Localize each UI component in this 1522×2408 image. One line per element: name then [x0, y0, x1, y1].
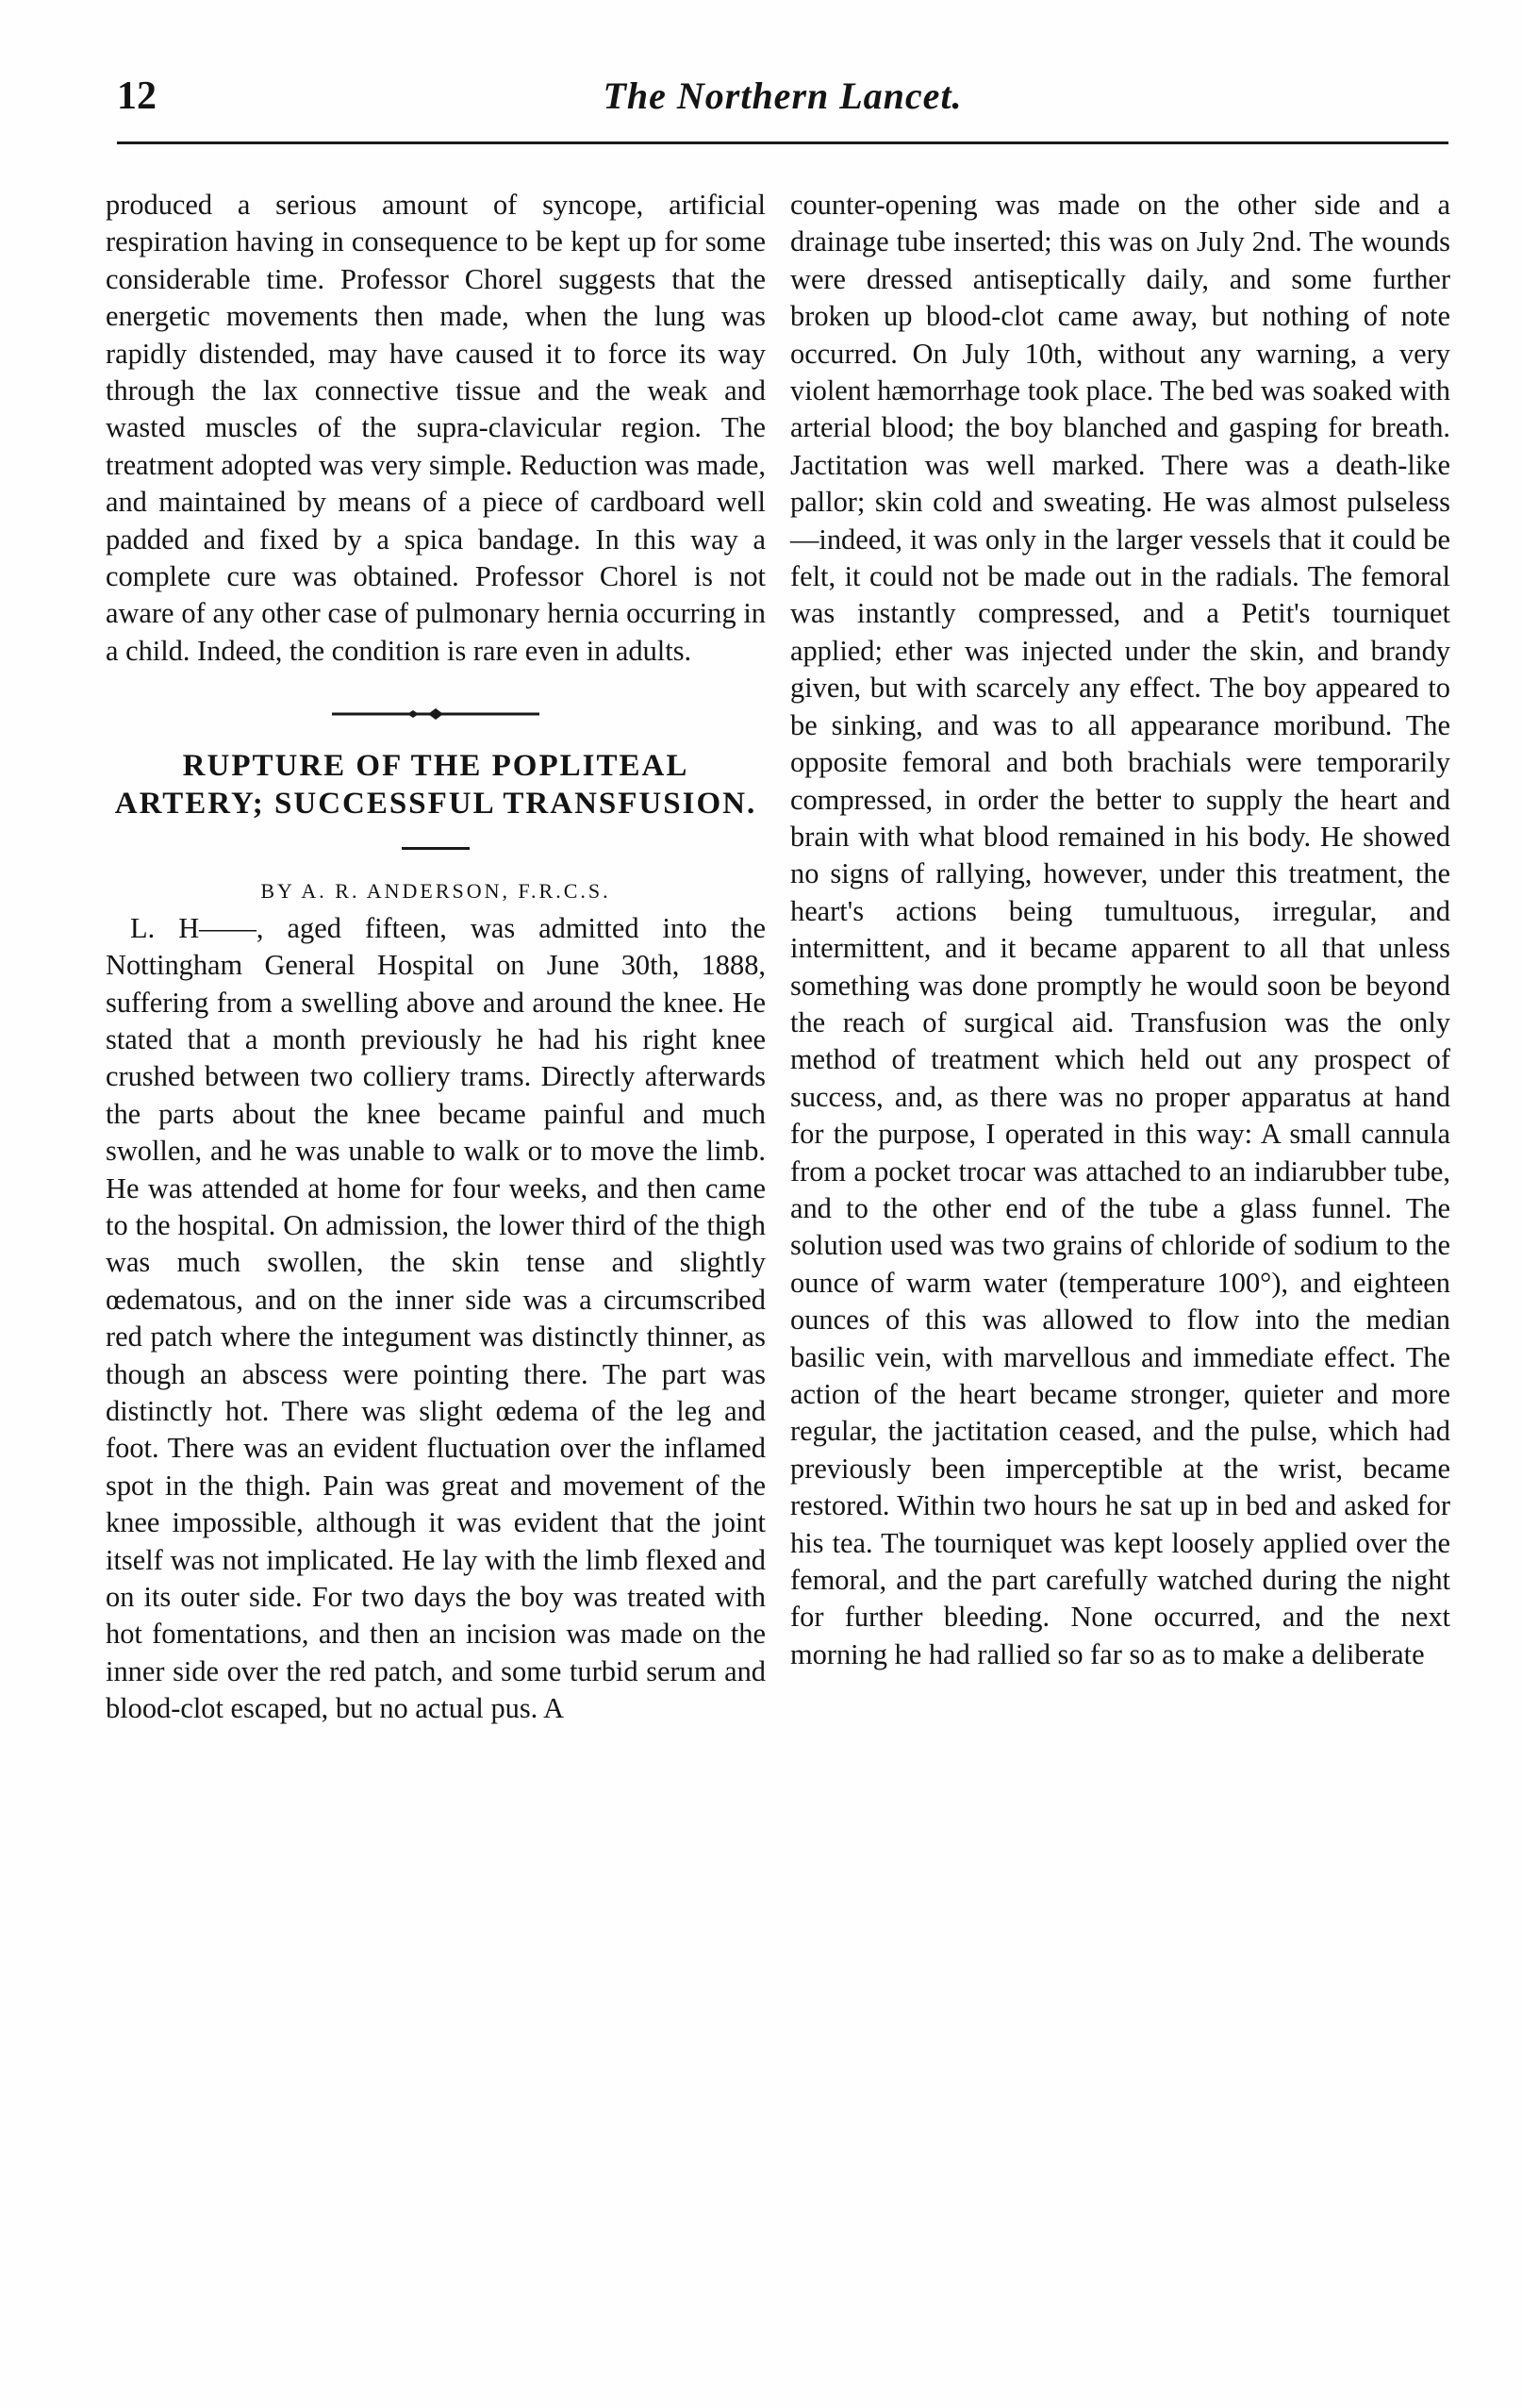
- section-divider-ornament: [332, 707, 539, 721]
- title-rule: [402, 847, 470, 850]
- article-body-right: counter-opening was made on the other side and a drainage tube inserted; this was on July 2nd. The wounds were dressed antiseptically daily, and some further broken up blood-clot came away, but nothing of note occurred. On July 10th, without any warning, a very violent hæmorrhage took place. The bed was soaked with arterial blood; the boy blanched and gasping for breath. Jactitation was well marked. There was a death-like pallor; skin cold and sweating. He was almost pulseless—indeed, it was only in the larger vessels that it could be felt, it could not be made out in the radials. The femoral was instantly compressed, and a Petit's tourniquet applied; ether was injected under the skin, and brandy given, but with scarcely any effect. The boy appeared to be sinking, and was to all appearance moribund. The opposite femoral and both brachials were temporarily compressed, in order the better to supply the heart and brain with what blood remained in his body. He showed no signs of rallying, however, under this treatment, the heart's actions being tumultuous, irregular, and intermittent, and it became apparent to all that unless something was done promptly he would soon be beyond the reach of surgical aid. Transfusion was the only method of treatment which held out any prospect of success, and, as there was no proper apparatus at hand for the purpose, I operated in this way: A small cannula from a pocket trocar was attached to an indiarubber tube, and to the other end of the tube a glass funnel. The solution used was two grains of chloride of sodium to the ounce of warm water (temperature 100°), and eighteen ounces of this was allowed to flow into the median basilic vein, with marvellous and immediate effect. The action of the heart became stronger, quieter and more regular, the jactitation ceased, and the pulse, which had previously been imperceptible at the wrist, became restored. Within two hours he sat up in bed and asked for his tea. The tourniquet was kept loosely applied over the femoral, and the part carefully watched during the night for further bleeding. None occurred, and the next morning he had rallied so far so as to make a deliberate: [790, 189, 1450, 1670]
- page-number: 12: [117, 75, 157, 118]
- running-head: [117, 66, 1448, 132]
- article-body-left: L. H——, aged fifteen, was admitted into the Nottingham General Hospital on June 30th, 1888, suffering from a swelling above and around the knee. He stated that a month previously he had his right knee crushed between two colliery trams. Directly afterwards the parts about the knee became painful and much swollen, and he was unable to walk or to move the limb. He was attended at home for four weeks, and then came to the hospital. On admission, the lower third of the thigh was much swollen, the skin tense and slightly œdematous, and on the inner side was a circumscribed red patch where the integument was distinctly thinner, as though an abscess were pointing there. The part was distinctly hot. There was slight œdema of the leg and foot. There was an evident fluctuation over the inflamed spot in the thigh. Pain was great and movement of the knee impossible, although it was evident that the joint itself was not implicated. He lay with the limb flexed and on its outer side. For two days the boy was treated with hot fomentations, and then an incision was made on the inner side over the red patch, and some turbid serum and blood-clot escaped, but no actual pus. A: [106, 911, 766, 1725]
- article-byline: BY A. R. ANDERSON, F.R.C.S.: [260, 879, 611, 904]
- right-column: [790, 187, 1450, 1673]
- left-column: [106, 187, 766, 1728]
- article-title: RUPTURE OF THE POPLITEAL ARTERY; SUCCESSFUL TRANSFUSION.: [114, 749, 757, 822]
- journal-title: The Northern Lancet.: [603, 75, 963, 117]
- previous-article-conclusion: produced a serious amount of syncope, artificial respiration having in consequence to be kept up for some considerable time. Professor Chorel suggests that the energetic movements then made, when the lung was rapidly distended, may have caused it to force its way through the lax connective tissue and the weak and wasted muscles of the supra-clavicular region. The treatment adopted was very simple. Reduction was made, and maintained by means of a piece of cardboard well padded and fixed by a spica bandage. In this way a complete cure was obtained. Professor Chorel is not aware of any other case of pulmonary hernia occurring in a child. Indeed, the condition is rare even in adults.: [106, 189, 766, 667]
- header-rule: [117, 141, 1448, 144]
